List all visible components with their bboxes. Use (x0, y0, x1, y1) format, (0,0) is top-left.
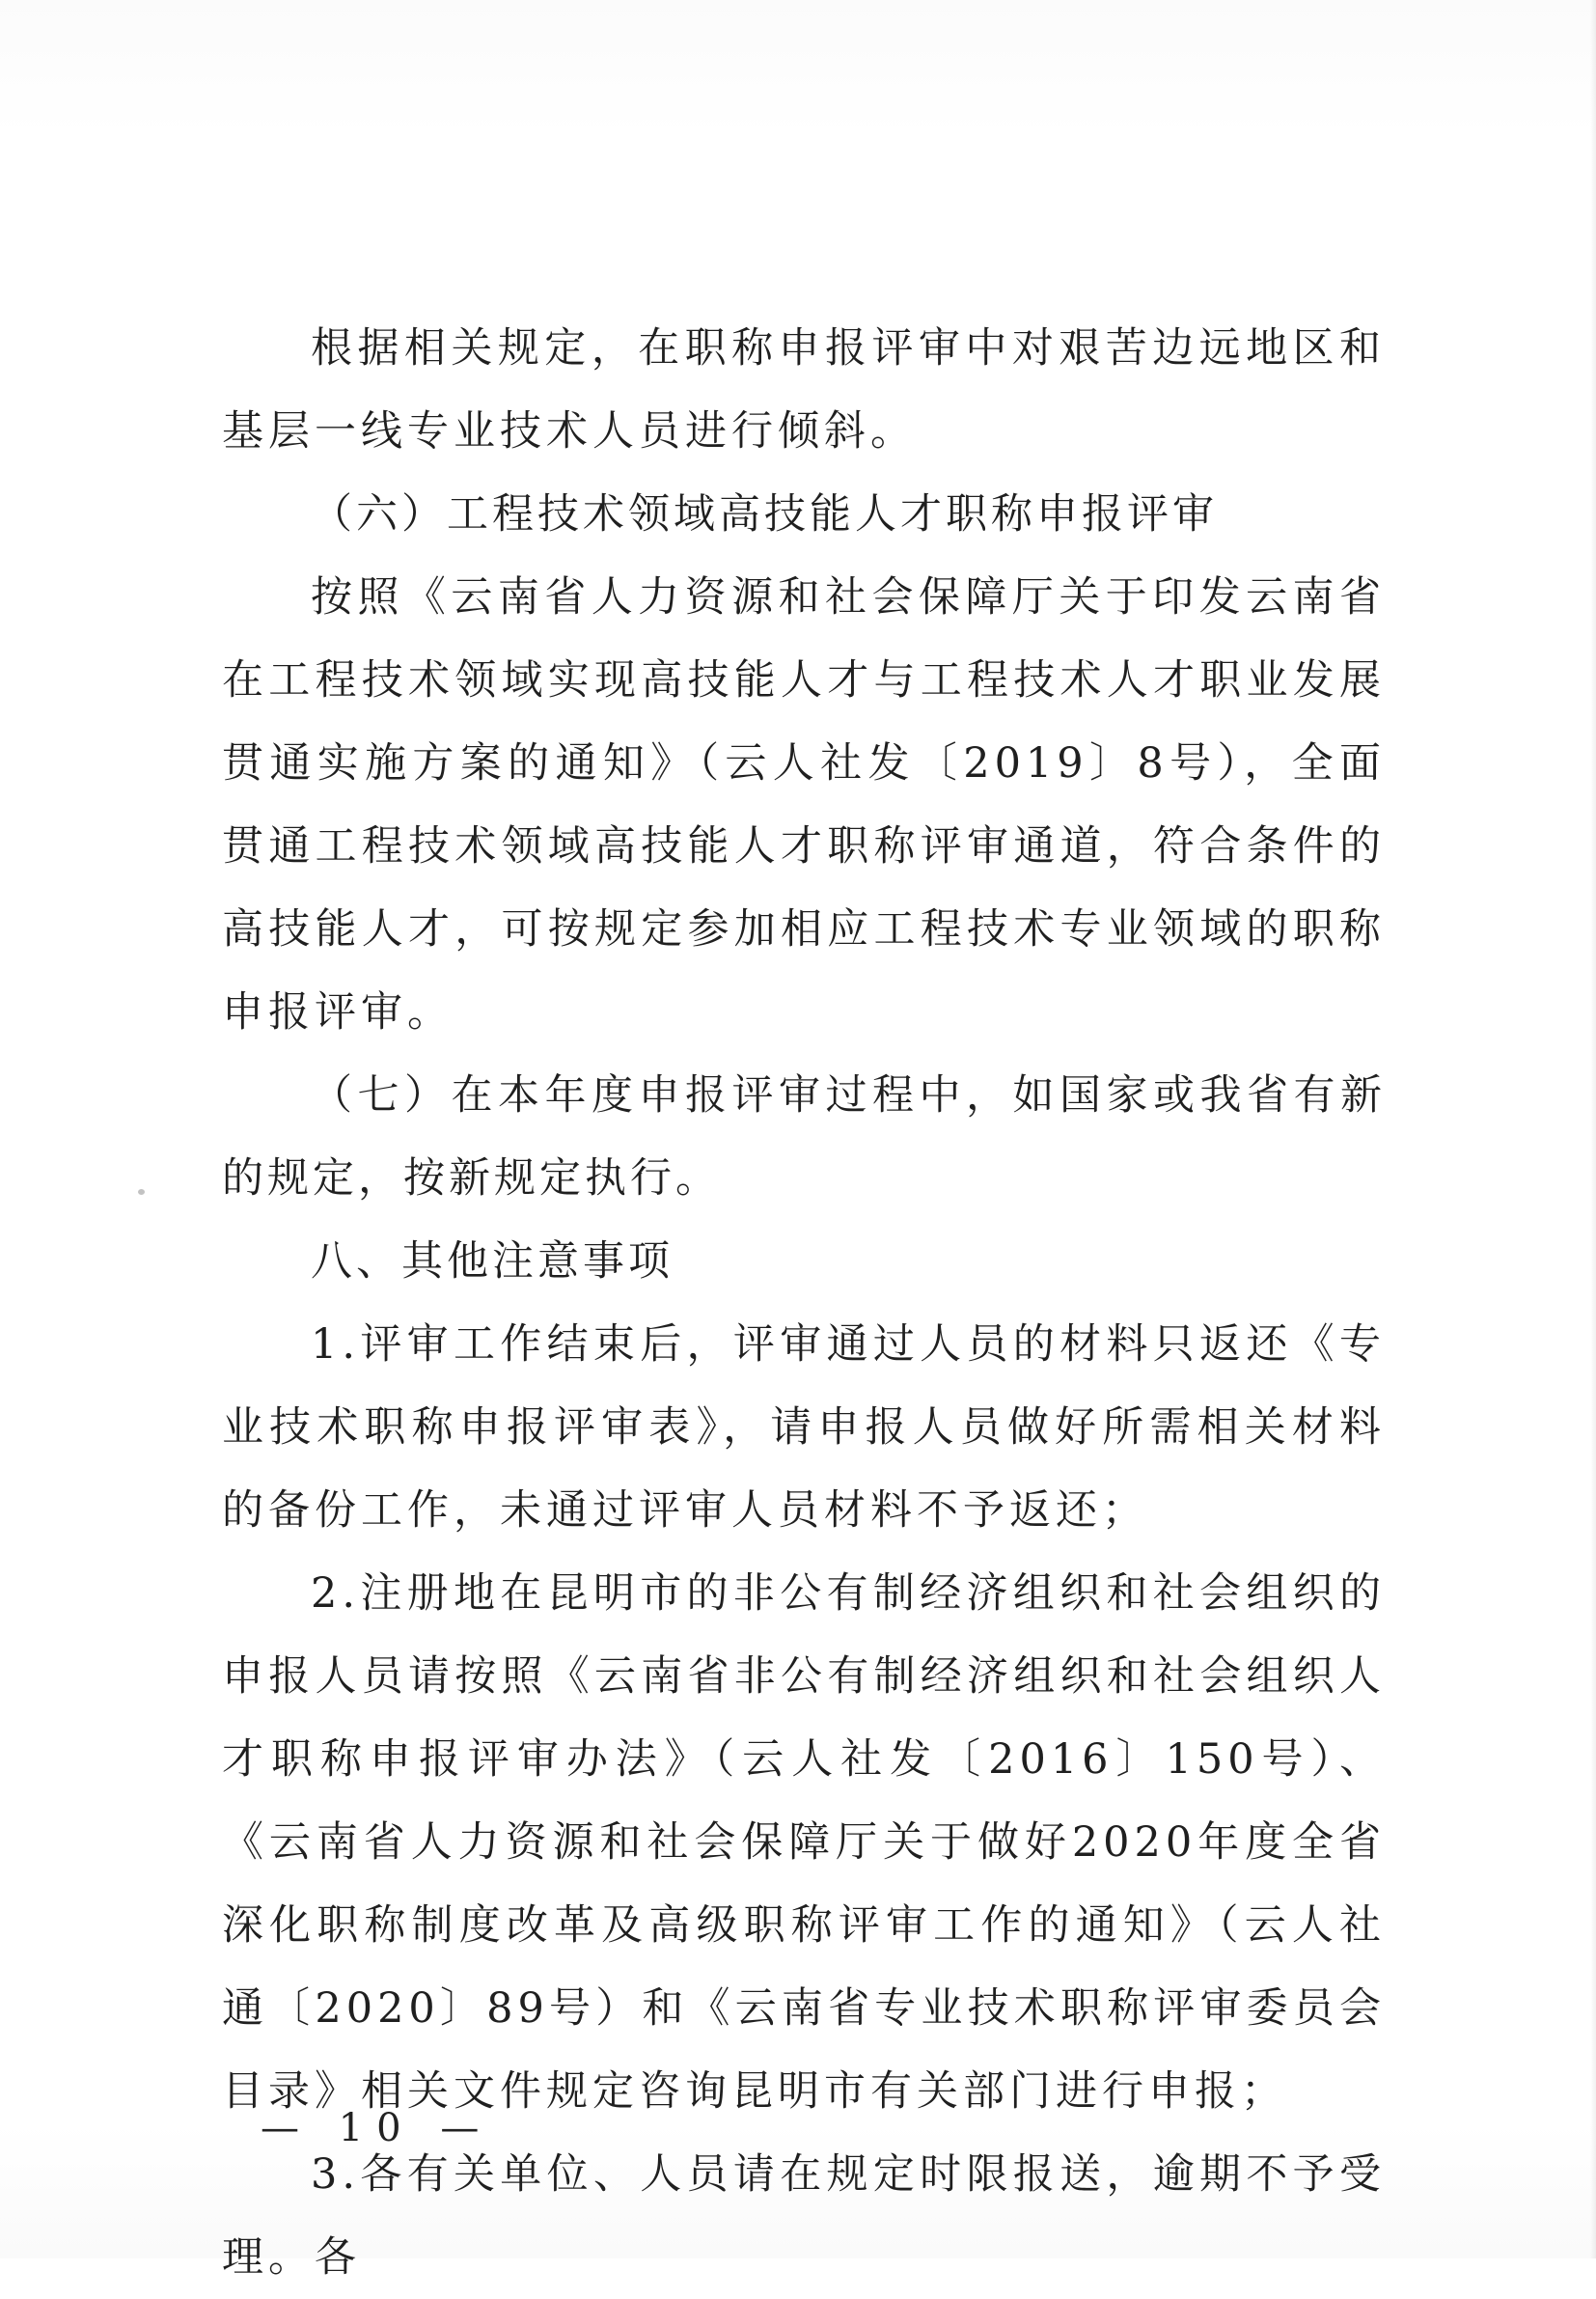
page-number: — 10 — (261, 2106, 493, 2150)
section-heading-7: （七）在本年度申报评审过程中，如国家或我省有新的规定，按新规定执行。 (222, 1071, 1386, 1203)
paragraph-high-skill-talent: 按照《云南省人力资源和社会保障厅关于印发云南省在工程技术领域实现高技能人才与工程技术人才职业发展贯通实施方案的通知》（云人社发〔2019〕8号），全面贯通工程技术领域高技能人才职称评审通道，符合条件的高技能人才，可按规定参加相应工程技术专业领域的职称申报评审。 (222, 573, 1386, 1037)
scan-shadow-edge (1590, 0, 1596, 2258)
list-item-3: 3.各有关单位、人员请在规定时限报送，逾期不予受理。各 (222, 2150, 1386, 2282)
list-item-2: 2.注册地在昆明市的非公有制经济组织和社会组织的申报人员请按照《云南省非公有制经济组织和社会组织人才职称申报评审办法》（云人社发〔2016〕150号）、《云南省人力资源和社会保障厅关于做好2020年度全省深化职称制度改革及高级职称评审工作的通知》（云人社通〔2020〕89号）和《云南省专业技术职称评审委员会目录》相关文件规定咨询昆明市有关部门进行申报； (222, 1569, 1386, 2116)
scan-speck (138, 1189, 145, 1195)
document-body (222, 307, 1386, 2299)
section-heading-8: 八、其他注意事项 (311, 1237, 674, 1286)
paragraph-remote-area-policy: 根据相关规定，在职称申报评审中对艰苦边远地区和基层一线专业技术人员进行倾斜。 (222, 324, 1386, 456)
list-item-1: 1.评审工作结束后，评审通过人员的材料只返还《专业技术职称申报评审表》，请申报人员做好所需相关材料的备份工作，未通过评审人员材料不予返还； (222, 1320, 1386, 1535)
section-heading-6: （六）工程技术领域高技能人才职称申报评审 (311, 490, 1218, 539)
